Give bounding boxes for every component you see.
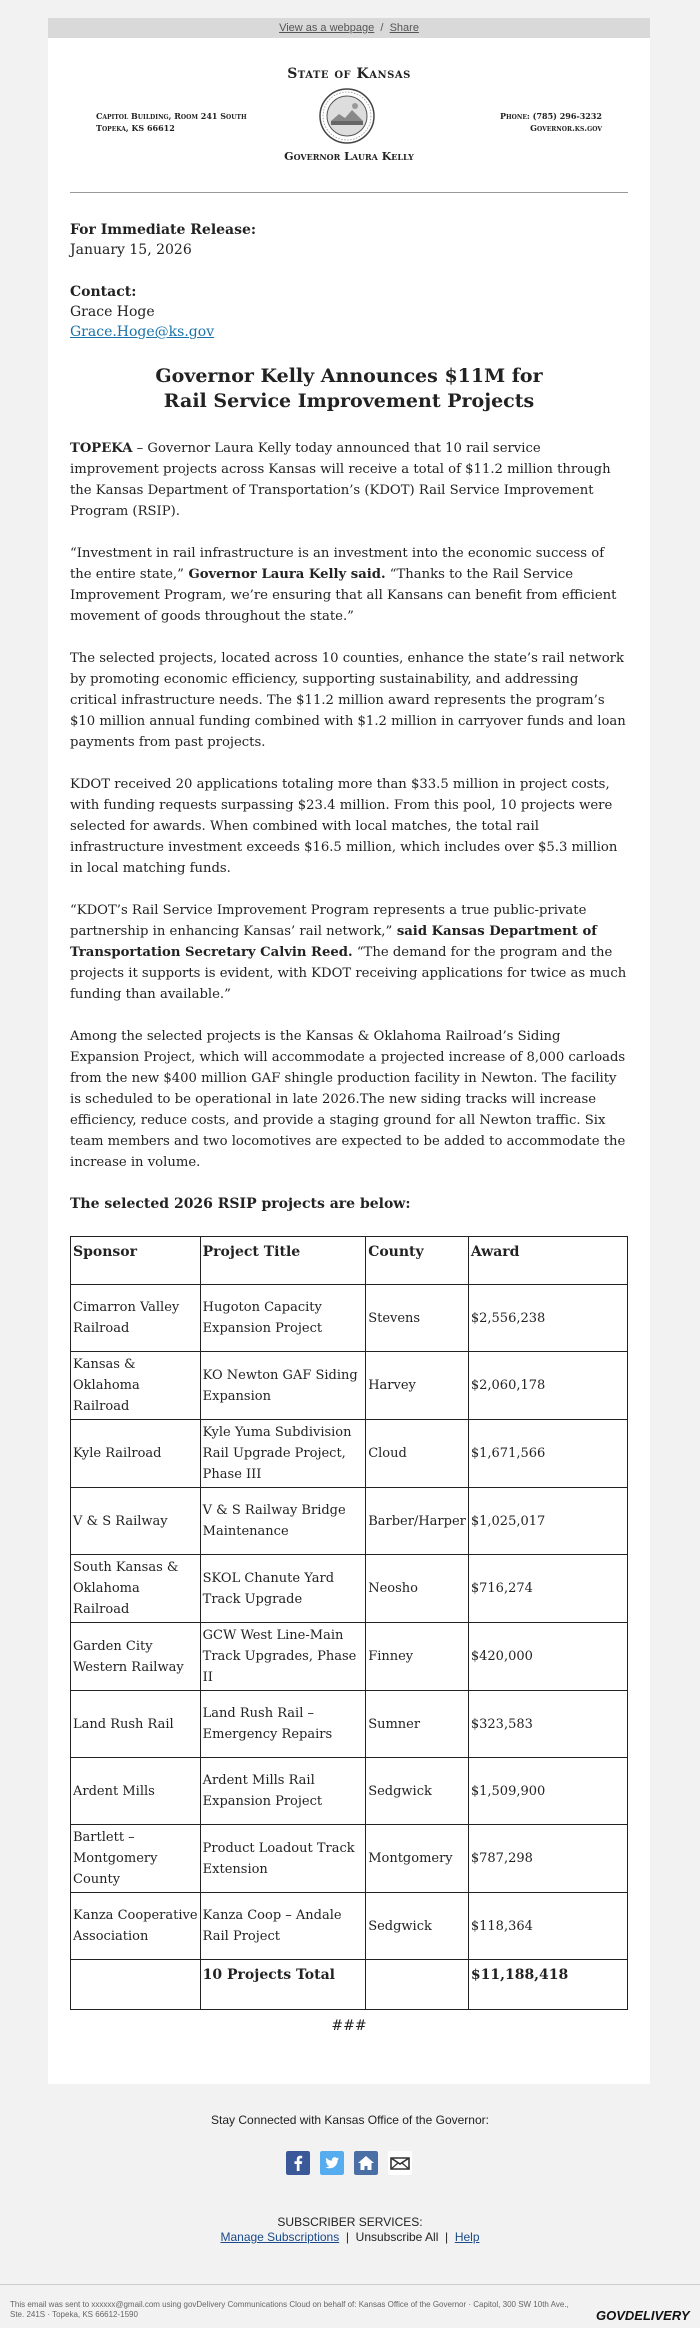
social-icons [286, 2151, 414, 2179]
dateline: TOPEKA [70, 441, 133, 456]
email-icon[interactable] [388, 2151, 412, 2175]
table-header-row [71, 1237, 628, 1285]
cell-project-title: SKOL Chanute Yard Track Upgrade [200, 1555, 366, 1623]
facebook-icon[interactable] [286, 2151, 310, 2175]
headline [70, 364, 628, 414]
table-title: The selected 2026 RSIP projects are below: [70, 1196, 411, 1212]
home-icon[interactable] [354, 2151, 378, 2175]
cell-sponsor: Garden City Western Railway [71, 1623, 201, 1691]
cell-sponsor: Bartlett – Montgomery County [71, 1825, 201, 1893]
table-row [71, 1758, 628, 1825]
table-row [71, 1623, 628, 1691]
view-as-webpage-link[interactable]: View as a webpage [279, 22, 375, 34]
office-contact [500, 110, 602, 134]
cell-project-title: Kanza Coop – Andale Rail Project [200, 1893, 366, 1960]
contact-email-link[interactable]: Grace.Hoge@ks.gov [70, 324, 215, 340]
cell-award: $1,509,900 [468, 1758, 627, 1825]
footer-divider [0, 2284, 700, 2285]
website: Governor.ks.gov [530, 123, 602, 133]
cell-sponsor: V & S Railway [71, 1488, 201, 1555]
cell-award: $1,025,017 [468, 1488, 627, 1555]
paragraph-5 [70, 900, 628, 1005]
paragraph-4: KDOT received 20 applications totaling more than $33.5 million in project costs, with funding requests surpassing $23.4 million. From this pool, 10 projects were selected for awards. When combined with local matches, the total rail infrastructure investment exceeds $16.5 million, which includes over $5.3 million in local matching funds. [70, 777, 618, 876]
subscriber-services-label: SUBSCRIBER SERVICES: [277, 2215, 423, 2229]
cell-sponsor: Ardent Mills [71, 1758, 201, 1825]
state-title: State of Kansas [287, 66, 411, 82]
share-link[interactable]: Share [389, 22, 419, 34]
cell-sponsor: Kyle Railroad [71, 1420, 201, 1488]
headline-line-1: Governor Kelly Announces $11M for [155, 365, 543, 387]
cell-county: Barber/Harper [366, 1488, 469, 1555]
cell-award: $420,000 [468, 1623, 627, 1691]
table-row [71, 1893, 628, 1960]
cell-award: $2,556,238 [468, 1285, 627, 1352]
header-divider [70, 192, 628, 193]
cell-award: $118,364 [468, 1893, 627, 1960]
paragraph-6: Among the selected projects is the Kansas & Oklahoma Railroad’s Siding Expansion Project, which will accommodate a projected increase of 8,000 carloads from the new $400 million GAF shingle production facility in Newton. The facility is scheduled to be operational in late 2026.The new siding tracks will increase efficiency, reduce costs, and provide a staging ground for all Newton traffic. Six team members and two locomotives are expected to be added to accommodate the increase in volume. [70, 1029, 626, 1170]
quote-secretary-1: “KDOT’s Rail Service Improvement Program represents a true public-private partnership in enhancing Kansas’ rail network,” [70, 903, 587, 939]
address-line-2: Topeka, KS 66612 [96, 123, 175, 133]
table-row [71, 1488, 628, 1555]
total-empty-cell [366, 1960, 469, 2010]
cell-project-title: Product Loadout Track Extension [200, 1825, 366, 1893]
quote-attribution-governor: Governor Laura Kelly said. [183, 567, 386, 582]
address-line-1: Capitol Building, Room 241 South [96, 111, 247, 121]
contact-block [70, 282, 214, 342]
table-row [71, 1555, 628, 1623]
cell-award: $1,671,566 [468, 1420, 627, 1488]
email-card [48, 38, 650, 2084]
cell-project-title: KO Newton GAF Siding Expansion [200, 1352, 366, 1420]
paragraph-1 [70, 438, 628, 522]
office-address [96, 110, 247, 134]
cell-sponsor: South Kansas & Oklahoma Railroad [71, 1555, 201, 1623]
rsip-projects-table [70, 1236, 628, 2010]
headline-line-2: Rail Service Improvement Projects [163, 390, 535, 412]
cell-award: $716,274 [468, 1555, 627, 1623]
paragraph-1-text: – Governor Laura Kelly today announced that 10 rail service improvement projects across Kansas will receive a total of $11.2 million through the Kansas Department of Transportation’s (KDOT) Rail Service Improvement Program (RSIP). [70, 441, 611, 519]
top-bar [48, 18, 650, 38]
cell-project-title: Land Rush Rail – Emergency Repairs [200, 1691, 366, 1758]
cell-county: Cloud [366, 1420, 469, 1488]
quote-governor-1: “Investment in rail infrastructure is an investment into the economic success of the entire state,” [70, 546, 605, 582]
subscriber-services [0, 2215, 700, 2245]
contact-name: Grace Hoge [70, 304, 155, 320]
cell-sponsor: Land Rush Rail [71, 1691, 201, 1758]
stay-connected-text: Stay Connected with Kansas Office of the Governor: [211, 2113, 489, 2127]
cell-county: Montgomery [366, 1825, 469, 1893]
governor-name: Governor Laura Kelly [284, 150, 414, 163]
letterhead [48, 60, 650, 170]
cell-sponsor: Kansas & Oklahoma Railroad [71, 1352, 201, 1420]
table-row [71, 1420, 628, 1488]
paragraph-2 [70, 543, 628, 627]
cell-award: $787,298 [468, 1825, 627, 1893]
header-sponsor: Sponsor [71, 1237, 201, 1285]
total-value: $11,188,418 [468, 1960, 627, 2010]
cell-project-title: GCW West Line-Main Track Upgrades, Phase II [200, 1623, 366, 1691]
header-project-title: Project Title [200, 1237, 366, 1285]
cell-county: Harvey [366, 1352, 469, 1420]
table-row [71, 1285, 628, 1352]
header-county: County [366, 1237, 469, 1285]
cell-award: $323,583 [468, 1691, 627, 1758]
phone-number: Phone: (785) 296-3232 [499, 111, 602, 121]
cell-county: Neosho [366, 1555, 469, 1623]
subscriber-links: Manage Subscriptions | Unsubscribe All | Help [220, 2230, 480, 2244]
press-release-body [70, 438, 628, 2010]
header-award: Award [468, 1237, 627, 1285]
release-date: January 15, 2026 [70, 242, 192, 258]
release-label: For Immediate Release: [70, 222, 257, 238]
cell-project-title: Ardent Mills Rail Expansion Project [200, 1758, 366, 1825]
release-block [70, 220, 256, 260]
kansas-seal-icon [319, 88, 375, 144]
contact-label: Contact: [70, 284, 137, 300]
quote-attribution-secretary: said Kansas Department of Transportation Secretary Calvin Reed. [70, 924, 597, 960]
cell-award: $2,060,178 [468, 1352, 627, 1420]
topbar-separator: / [380, 22, 384, 34]
manage-subscriptions-link[interactable]: Manage Subscriptions [220, 2230, 340, 2244]
table-row [71, 1825, 628, 1893]
table-row [71, 1691, 628, 1758]
total-empty-cell [71, 1960, 201, 2010]
total-label: 10 Projects Total [200, 1960, 366, 2010]
quote-governor-2: “Thanks to the Rail Service Improvement Program, we’re ensuring that all Kansans can benefit from efficient movement of goods throughout the state.” [70, 567, 617, 624]
cell-project-title: V & S Railway Bridge Maintenance [200, 1488, 366, 1555]
govdelivery-logo: GOVDELIVERY [596, 2308, 690, 2323]
paragraph-3: The selected projects, located across 10 counties, enhance the state’s rail network by promoting economic efficiency, supporting sustainability, and addressing critical infrastructure needs. The $11.2 million award represents the program’s $10 million annual funding combined with $1.2 million in carryover funds and loan payments from past projects. [70, 651, 626, 750]
twitter-icon[interactable] [320, 2151, 344, 2175]
fine-print: This email was sent to xxxxxx@gmail.com using govDelivery Communications Cloud on behalf of: Kansas Office of the Governor · Capitol, 300 SW 10th Ave., Ste. 241S · Topeka, KS 66612-1590 [10, 2300, 569, 2319]
cell-sponsor: Cimarron Valley Railroad [71, 1285, 201, 1352]
cell-project-title: Kyle Yuma Subdivision Rail Upgrade Project, Phase III [200, 1420, 366, 1488]
table-row [71, 1352, 628, 1420]
cell-county: Sedgwick [366, 1893, 469, 1960]
cell-sponsor: Kanza Cooperative Association [71, 1893, 201, 1960]
end-mark: ### [331, 2018, 367, 2034]
cell-project-title: Hugoton Capacity Expansion Project [200, 1285, 366, 1352]
quote-secretary-2: “The demand for the program and the projects it supports is evident, with KDOT receiving applications for twice as much funding than available.” [70, 945, 627, 1002]
cell-county: Finney [366, 1623, 469, 1691]
table-total-row [71, 1960, 628, 2010]
cell-county: Sedgwick [366, 1758, 469, 1825]
help-link[interactable]: Help [454, 2230, 480, 2244]
unsubscribe-all-link[interactable]: Unsubscribe All [355, 2230, 439, 2244]
cell-county: Stevens [366, 1285, 469, 1352]
cell-county: Sumner [366, 1691, 469, 1758]
